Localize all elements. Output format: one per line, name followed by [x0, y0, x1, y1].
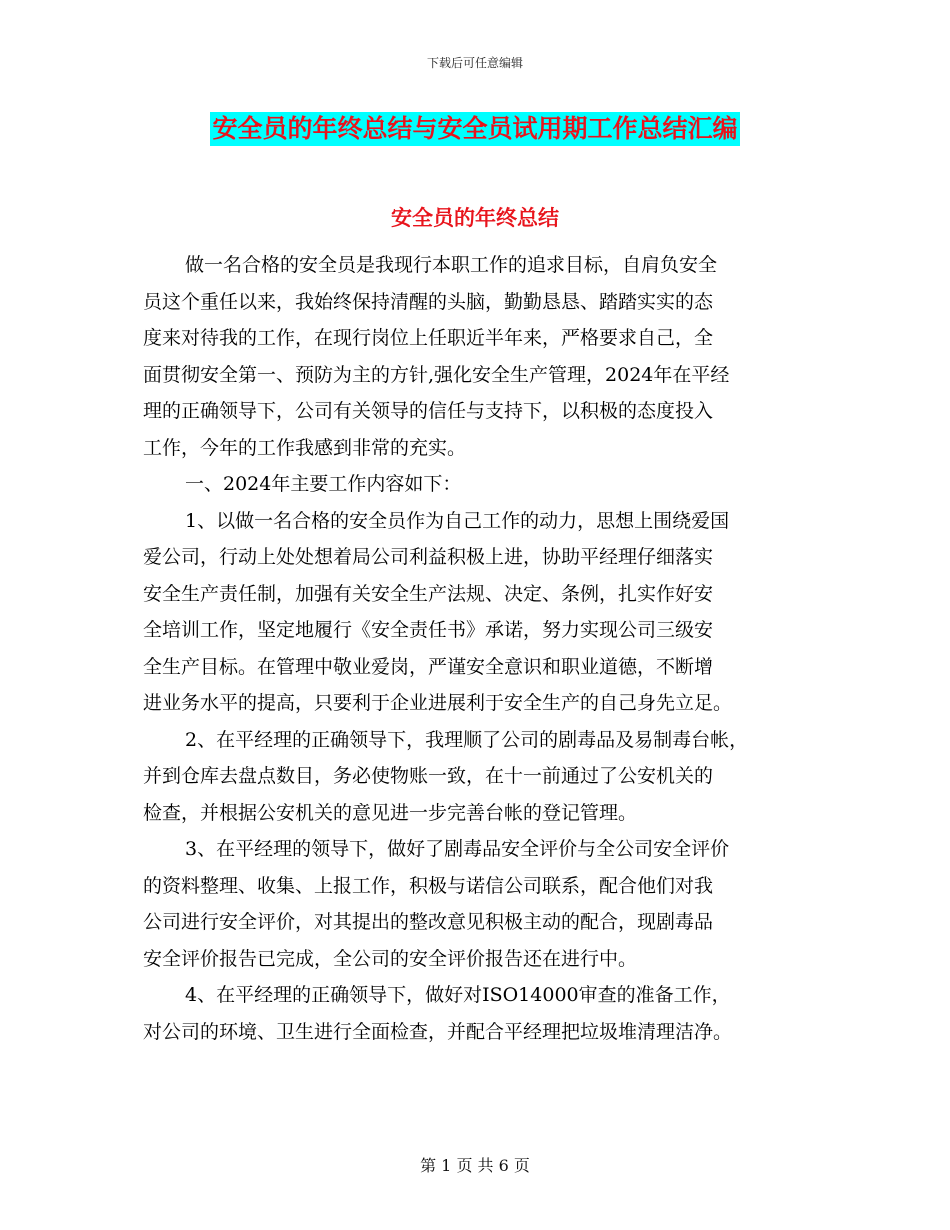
text-line: 度来对待我的工作，在现行岗位上任职近半年来，严格要求自己，全	[143, 327, 714, 349]
page-header-note: 下载后可任意编辑	[426, 56, 523, 70]
page-footer: 第 1 页 共 6 页	[420, 1156, 530, 1175]
text-line: 3、在平经理的领导下，做好了剧毒品安全评价与全公司安全评价	[185, 838, 730, 860]
text-line: 检查，并根据公安机关的意见进一步完善台帐的登记管理。	[143, 801, 638, 824]
text-line: 全生产目标。在管理中敬业爱岗，严谨安全意识和职业道德，不断增	[143, 655, 714, 678]
text-line: 理的正确领导下，公司有关领导的信任与支持下，以积极的态度投入	[143, 400, 714, 422]
text-line: 工作，今年的工作我感到非常的充实。	[143, 436, 467, 459]
document-title-text: 安全员的年终总结与安全员试用期工作总结汇编	[210, 112, 739, 146]
text-line: 安全评价报告已完成，全公司的安全评价报告还在进行中。	[143, 947, 638, 970]
body-text	[143, 247, 823, 1050]
text-line: 对公司的环境、卫生进行全面检查，并配合平经理把垃圾堆清理洁净。	[143, 1020, 733, 1043]
text-line: 安全生产责任制，加强有关安全生产法规、决定、条例，扎实作好安	[143, 582, 714, 605]
text-line: 一、2024年主要工作内容如下：	[185, 473, 462, 495]
section-title: 安全员的年终总结	[391, 206, 559, 230]
text-line: 1、以做一名合格的安全员作为自己工作的动力，思想上围绕爱国	[185, 509, 730, 532]
text-line: 全培训工作，坚定地履行《安全责任书》承诺，努力实现公司三级安	[143, 619, 714, 641]
text-line: 爱公司，行动上处处想着局公司利益积极上进，协助平经理仔细落实	[143, 546, 714, 568]
text-line: 做一名合格的安全员是我现行本职工作的追求目标，自肩负安全	[185, 254, 718, 276]
text-line: 员这个重任以来，我始终保持清醒的头脑，勤勤恳恳、踏踏实实的态	[143, 290, 714, 313]
text-line: 的资料整理、收集、上报工作，积极与诺信公司联系，配合他们对我	[143, 874, 714, 897]
text-line: 公司进行安全评价，对其提出的整改意见积极主动的配合，现剧毒品	[143, 911, 714, 933]
text-line: 并到仓库去盘点数目，务必使物账一致，在十一前通过了公安机关的	[143, 765, 714, 787]
document-title	[0, 112, 950, 146]
text-line: 进业务水平的提高，只要利于企业进展利于安全生产的自己身先立足。	[143, 692, 733, 714]
text-line: 4、在平经理的正确领导下，做好对ISO14000审查的准备工作，	[185, 984, 731, 1006]
text-line: 2、在平经理的正确领导下，我理顺了公司的剧毒品及易制毒台帐，	[185, 728, 749, 751]
text-line: 面贯彻安全第一、预防为主的方针,强化安全生产管理，2024年在平经	[143, 363, 730, 386]
